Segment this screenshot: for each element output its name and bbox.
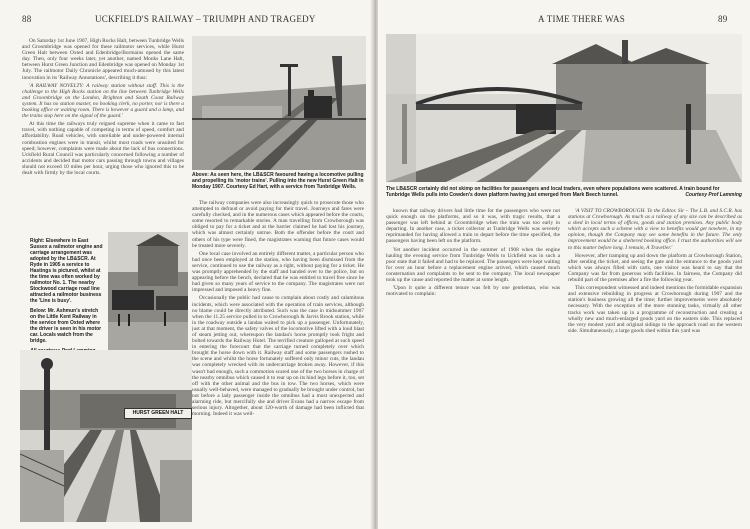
photo-station-railmotor — [108, 232, 188, 350]
left-page-number: 88 — [22, 14, 32, 24]
intro-paragraph: On Saturday 1st June 1907, High Rocks Halt, between Tunbridge Wells and Groombridge was opened for these railmotor services, while Hurst Green Halt between Oxted and Edenbridge/Bormains opened the same day. Then, only four weeks later, yet another, named Monks Lane Halt, between Hurst Green Junction and Edenbridge was opened on Monday 1st July. The railmotor Daily Chronicle appeared much-amused by this latest innovation in its 'Railway Annotations', describing it thus: — [22, 38, 184, 81]
left-column-text — [192, 200, 364, 520]
right-column-text-2 — [568, 208, 742, 520]
caption-cowden: The LB&SCR certainly did not skimp on facilities for passengers and local traders, even where populations were scattered. A train bound for Tunbridge Wells pulls into Cowden's down platform having just emerged from Mark Beech tunnel. — [386, 186, 720, 198]
column-paragraph: However, after tramping up and down the platform at Crowborough Station, after sending the ticket, and seeing the gate and the entrance to the goods yard which was always filled with carts, one visitor was heard to say that the Company was far from generous with facilities. In fairness, the Company did rebuild part of the premises after a fire the following year. — [568, 252, 742, 284]
left-running-head: UCKFIELD'S RAILWAY – TRIUMPH AND TRAGEDY — [95, 14, 316, 24]
photo-hurst-green-railmotor — [192, 36, 366, 170]
station-nameboard — [124, 408, 192, 419]
column-paragraph: This correspondent witnessed and indeed mentions the formidable expansion and extensive rebuilding in progress at Crowborough during 1907 and the station's business growing all the time; further improvements were absolutely necessary. With the exception of the more stunning tasks, virtually all other tracks work was taken up in a programme of reconstruction and creating a wholly new and much-enlarged goods yard on the eastern side. This replaced the very modest yard and original sidings to the approach road on the western side. Simultaneously, a large goods shed within this yard was — [568, 285, 742, 334]
caption-cowden-credit: Courtesy Prof Lamming — [685, 192, 742, 198]
right-page — [378, 0, 750, 529]
caption-side-right: Right: Elsewhere in East Sussex a railmotor engine and carriage arrangement was adopted by the LB&SCR. At Ryde in 1905 a service to Hastings is pictured, whilst at the time was often worked by railmotor No. 1. The nearby Stockwood carriage road line attracted a railmotor business the 'Line is busy'. — [30, 238, 103, 304]
caption-top-left: Above: As seen here, the LB&SCR favoured having a locomotive pulling and propelling its 'motor trains'. Pulling into the new Hurst Green Halt in Monday 1907. Courtesy Ed Hart, with a service from Tunbridge Wells. — [192, 172, 364, 190]
column-quote: 'A VISIT TO CROWBOROUGH. To the Editor. Sir – The L.B. and S.C.R. has stations at Crowborough. As much as a railway of any size can be described as a shed in local terms of offices, goods and station premises. Any public body which accepts such a scheme with a view to benefits would get nowhere, in my opinion, though the Company may see some benefits in the future. The only improvement would be a sheltered booking office. I trust the authorities will see to this matter before long. I remain, A Traveller.' — [568, 208, 742, 251]
intro-paragraph: At this time the railways truly reigned supreme when it came to fast travel, with nothing capable of competing in terms of speed, comfort and affordability. Road vehicles, with unreliable and under-powered internal combustion engines were in transit, whilst most roads were unsuited for speed; however, complaints were made about the lack of bus connections. Uckfield Rural Council was particularly concerned following a number of accidents and decided that motor cars passing through towns and villages should not exceed 10 miles per hour, urging those who ignored this to be dealt with firmly by the local courts. — [22, 121, 184, 176]
photo-cowden-station — [386, 34, 742, 182]
right-column-text-1 — [386, 208, 560, 520]
column-paragraph: Yet another incident occurred in the summer of 1908 when the engine hauling the evening service from Tunbridge Wells to Uckfield was in such a poor state that it failed and had to be replaced. The passengers were kept waiting for over an hour before a replacement engine arrived, which caused much consternation and complaints to be sent to the company. The local newspaper took up the cause and reported the matter at some length. — [386, 246, 560, 284]
intro-text — [22, 38, 184, 260]
column-paragraph: The railway companies were also increasingly quick to prosecute those who attempted to defraud or avoid paying for their travel. Journeys and fares were carefully checked, and in the numerous cases which appeared before the courts, some resorted to remarkable stories. A man travelling from Crowborough was obliged to pay for a ticket and at the barrier claimed he had lost his journey, which was almost certainly untrue. Both the offender before the court and others of his type were fined, the magistrates warning that future cases would be treated more severely. — [192, 200, 364, 249]
column-paragraph: One local case involved an entirely different matter, a particular person who had once been employed at the station, who having been dismissed from the service, continued to use the railway as a right, without paying for a ticket. He was promptly apprehended by the staff and handed over to the police, but on appearing before the bench, declared that he was entitled to travel free since he had given so many years of service to the company. The magistrates were not impressed and imposed a heavy fine. — [192, 250, 364, 294]
photo-hurst-green-halt — [20, 350, 192, 522]
intro-quote: 'A RAILWAY NOVELTY: A railway station without staff. This is the challenge to the High Rocks station on the line between Tunbridge Wells and Groombridge on the London, Brighton and South Coast Railway system. It has no station master, no booking clerk, no porter, nor is there a booking office or waiting room. There is however a guard and a lamp, and the trains stop here on the signal of the guard.' — [22, 82, 184, 120]
left-page — [0, 0, 372, 529]
right-page-number: 89 — [718, 14, 728, 24]
caption-side — [30, 238, 104, 348]
right-running-head: A TIME THERE WAS — [538, 14, 626, 24]
column-paragraph: Occasionally the public had cause to complain about costly and calamitous incidents, which were associated with the operation of train services, although no blame could be directly attributed. Such was the case in midsummer 1907 when the 11.25 service pulled in to Crowborough & Jarvis Brook station, while in the roadway outside a landau waited to pick up a passenger. Unfortunately, just at that moment, the safety valves of the locomotive lifted with a loud blast of steam jetting out, whereupon the landau's horse promptly took fright and bolted towards the Railway Hotel. The terrified creature galloped at such speed in entering the forecourt that the carriage turned completely over which brought the horse down with it. Railway staff and some passengers rushed to the scene and whilst the horse fortunately suffered only minor cuts, the landau was completely wrecked with its undercarriage broken away. However, if this wasn't bad enough, such a commotion scared one of the two horses in charge of the nearby omnibus which caused it to rear up on its hind legs before it, too, set off with the other animal and the bus in tow. The two horses, which were usually well-behaved, were managed to gradually be brought under control, but not before a lady passenger inside the omnibus had a most unexpected and alarming ride, but mercifully she and driver Evans had a narrow escape from serious injury. Altogether, about 120-worth of damage had been inflicted that morning. Indeed it was well- — [192, 295, 364, 418]
column-paragraph: known that railway drivers had little time for the passengers who were not quick enough on the platforms, and so it was, with tragic results, that a passenger was left behind at Groombridge when the train was too early in departing. In another case, a ticket collector at Tunbridge Wells was severely reprimanded for having allowed a train to depart before the time specified, the passengers having been left on the platform. — [386, 208, 560, 245]
station-nameboard-text: HURST GREEN HALT — [132, 410, 184, 416]
caption-side-below: Below: Mr. Ashmun's stretch on the Little Kent Railway in the service from Oxted where the driver is seen in his motor car. Locals watch from the bridge. — [30, 308, 102, 344]
column-paragraph: 'Upon it quite a different tenure was felt by one gentleman, who was motivated to complain: — [386, 285, 560, 298]
caption-top-right — [386, 186, 742, 204]
